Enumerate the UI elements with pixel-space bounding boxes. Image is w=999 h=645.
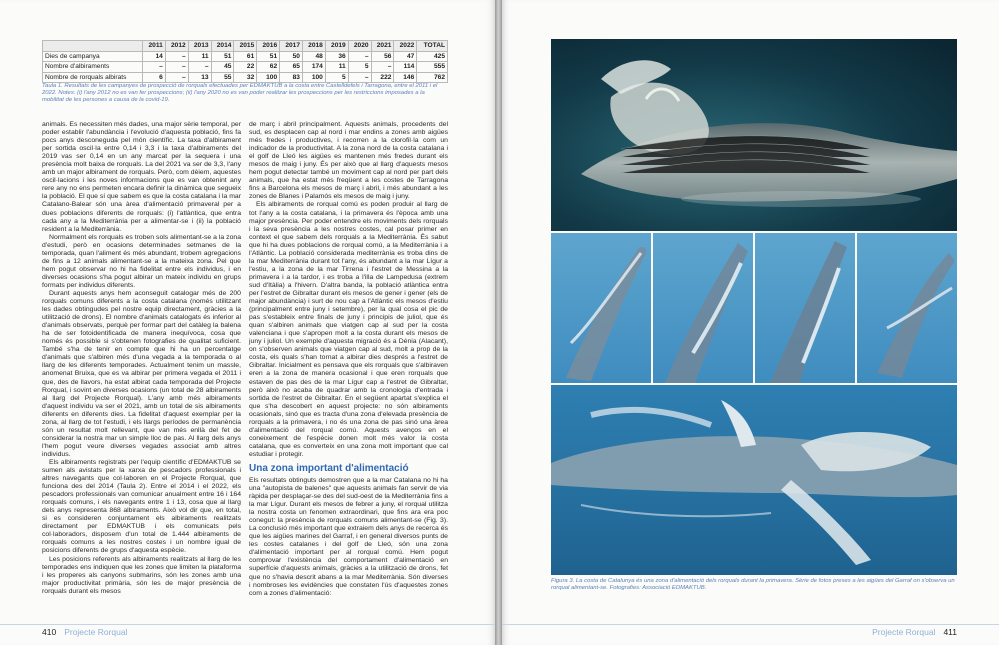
table-cell: 5 bbox=[348, 62, 371, 73]
table-cell: 48 bbox=[302, 51, 325, 62]
whale-splash-image bbox=[551, 385, 957, 575]
whale-lunge-image bbox=[551, 39, 957, 231]
paragraph: Durant aquests anys hem aconseguit catalogar més de 200 rorquals comuns diferents a la costa catalana (només utilitzant les dades obtingudes pel nostre equip directament, gràcies a la utilització de drons). El nombre d'animals catalogats és inferior al d'animals observats, perquè per formar part del catàleg la balena ha de ser fotoidentificada de manera inequívoca, cosa que només és possible si s'obtenen fotografies de qualitat suficient. També s'ha de tenir en compte que hi ha un percentatge d'animals que s'albiren més d'una vegada a la temporada o al llarg de les diferents temporades. Actualment tenim un massle, anomenat Bruixa, que es va albirar per primera vegada el 2011 i que, des de llavors, ha estat albirat cada temporada del Projecte Rorqual, i sovint en diverses ocasions (un total de 28 albiraments al llarg del Projecte Rorqual). L'any amb més albiraments d'aquest individu va ser el 2021, amb un total de sis albiraments diferents en diferents dies. La fidelitat d'aquest exemplar per la zona, al llarg de tot l'estudi, i els llargs períodes de permanència són un resultat molt rellevant, que van més enllà del fet de considerar la nostra mar un simple lloc de pas. Al llarg dels anys l'hem pogut veure diverses vegades associat amb altres individus. bbox=[42, 289, 241, 458]
table-header-cell: 2012 bbox=[165, 41, 188, 52]
running-title: Projecte Rorqual bbox=[872, 627, 936, 637]
whale-frame-3-image bbox=[755, 233, 855, 383]
table-cell: 65 bbox=[280, 62, 303, 73]
sequence-frame-4 bbox=[857, 233, 957, 383]
text-column-1 bbox=[42, 121, 241, 596]
footer-right bbox=[864, 627, 957, 637]
table-cell: – bbox=[188, 62, 211, 73]
paragraph: de març i abril principalment. Aquests animals, procedents del sud, es desplacen cap al nord i mar endins a zones amb aigües més fredes i productives, i recorren a la clorofil·la com un indicador de la productivitat. A la zona nord de la costa catalana i el golf de Lleó les aigües es mantenen més fredes durant els mesos de maig i juny. És per això que al llarg d'aquests mesos hem pogut detectar també un moviment cap al nord per part dels animals, que ha estat més freqüent a les costes de Tarragona fins a Barcelona els mesos de març i abril, i més abundant a les zones de Blanes i Palamós els mesos de maig i juny. bbox=[249, 121, 448, 201]
sequence-frame-2 bbox=[653, 233, 753, 383]
table-row bbox=[43, 62, 448, 73]
table-row bbox=[43, 51, 448, 62]
table-cell: 11 bbox=[325, 62, 348, 73]
table-header-cell: 2020 bbox=[348, 41, 371, 52]
table-cell: 56 bbox=[371, 51, 394, 62]
table-cell: 11 bbox=[188, 51, 211, 62]
footer-left bbox=[42, 627, 136, 637]
table-cell: 51 bbox=[257, 51, 280, 62]
left-page bbox=[0, 0, 495, 645]
table-corner-cell bbox=[43, 41, 143, 52]
table-cell: 100 bbox=[257, 72, 280, 83]
whale-photo-top bbox=[551, 39, 957, 231]
table-cell: 146 bbox=[394, 72, 417, 83]
table-cell: 222 bbox=[371, 72, 394, 83]
sequence-frame-1 bbox=[551, 233, 651, 383]
table-cell: – bbox=[348, 51, 371, 62]
table-cell: 13 bbox=[188, 72, 211, 83]
table-cell: 114 bbox=[394, 62, 417, 73]
table-cell: – bbox=[165, 72, 188, 83]
table-cell: 45 bbox=[211, 62, 234, 73]
whale-frame-1-image bbox=[551, 233, 651, 383]
table-cell: 83 bbox=[280, 72, 303, 83]
table-cell: 36 bbox=[325, 51, 348, 62]
figure-caption: Figura 3. La costa de Catalunya és una zona d'alimentació dels rorquals durant la primavera. Sèrie de fotos preses a les aigües del Garraf on s'observa un rorqual alimentant-se. Fotografies: Associació EDMAKTUB. bbox=[551, 578, 955, 592]
paragraph: animals. Es necessiten més dades, una major sèrie temporal, per poder establir l'abundància i l'evolució d'aquesta població, fins fa pocs anys desconeguda pel món científic. La taxa d'albirament per sortida oscil·la entre 0,14 i 3,3 i la taxa d'albiraments del 2019 vas ser 0,14 en un any marcat per la sequera i una presència molt baixa de rorquals. La del 2021 va ser de 3,3, l'any amb un major albirament de rorquals. Però, com dèiem, aquestes oscil·lacions i les noves informacions que es van obtenint any rere any no ens permeten encara definir la dinàmica que segueix la població. El que sí que sabem es que la costa catalana i la mar Catalano-Balear són una àrea d'alimentació primaveral per a dues poblacions diferents de rorquals: (i) l'atlàntica, que entra cada any a la Mediterrània per a alimentar-se i (ii) la població resident a la Mediterrània. bbox=[42, 121, 241, 233]
paragraph: Els resultats obtinguts demostren que a la mar Catalana no hi ha una "autopista de balenes" que aquests animals fan servir de via ràpida per desplaçar-se des del sud-oest de la Mediterrània fins a la mar Lígur. Durant els mesos de febrer a juny, el rorqual utilitza la nostra costa un fenomen extraordinari, que fins ara era poc conegut: la presència de rorquals comuns alimentant-se (Fig. 3). La conclusió més important que extraiem dels anys de recerca és que les aigües marines del Garraf, i en general diversos punts de les costes catalanes i del golf de Lleó, són una zona d'alimentació important per al rorqual comú. Hem pogut comprovar l'existència del comportament d'alimentació en superfície d'aquests animals, gràcies a la utilització de drons, fet que no s'havia descrit abans a la mar Mediterrània. Són diverses i nombroses les evidències que constaten l'ús d'aquestes zones com a zones d'alimentació: bbox=[249, 476, 448, 597]
table-cell: 50 bbox=[280, 51, 303, 62]
page-number: 410 bbox=[42, 627, 57, 637]
table-header-cell: 2022 bbox=[394, 41, 417, 52]
table-header-cell: 2011 bbox=[143, 41, 165, 52]
table-cell: 5 bbox=[325, 72, 348, 83]
table-cell: – bbox=[371, 62, 394, 73]
table-header-cell: 2018 bbox=[302, 41, 325, 52]
table-header-cell: 2016 bbox=[257, 41, 280, 52]
table-row-label: Nombre de rorquals albirats bbox=[43, 72, 143, 83]
table-cell: 55 bbox=[211, 72, 234, 83]
table-row-label: Nombre d'albiraments bbox=[43, 62, 143, 73]
table-cell: 555 bbox=[417, 62, 448, 73]
table-header-cell: 2014 bbox=[211, 41, 234, 52]
whale-photo-bottom bbox=[551, 385, 957, 575]
table-cell: 62 bbox=[257, 62, 280, 73]
table-row bbox=[43, 72, 448, 83]
table-cell: 762 bbox=[417, 72, 448, 83]
table-header-cell: 2021 bbox=[371, 41, 394, 52]
table-cell: – bbox=[143, 62, 165, 73]
right-page bbox=[502, 0, 999, 645]
paragraph: Normalment els rorquals es troben sols alimentant-se a la zona d'estudi, però en ocasions determinades setmanes de la temporada, quan l'aliment és més abundant, trobem agregacions de fins a 12 animals alimentant-se a la mateixa zona. Pel que hem pogut observar no hi ha fidelitat entre els individus, i en diverses ocasions s'ha pogut albirar un mateix individu en grups formats per individus diferents. bbox=[42, 233, 241, 289]
running-title: Projecte Rorqual bbox=[64, 627, 128, 637]
table-header-cell: 2013 bbox=[188, 41, 211, 52]
section-heading: Una zona important d'alimentació bbox=[249, 462, 409, 474]
book-gutter bbox=[495, 0, 502, 645]
table-cell: – bbox=[348, 72, 371, 83]
sequence-frame-3 bbox=[755, 233, 855, 383]
table-header-cell: 2019 bbox=[325, 41, 348, 52]
table-cell: 51 bbox=[211, 51, 234, 62]
table-cell: 61 bbox=[234, 51, 257, 62]
table-header-cell: TOTAL bbox=[417, 41, 448, 52]
table-cell: 47 bbox=[394, 51, 417, 62]
data-table bbox=[42, 40, 448, 83]
table-cell: 174 bbox=[302, 62, 325, 73]
table-cell: – bbox=[165, 62, 188, 73]
table-cell: 22 bbox=[234, 62, 257, 73]
table-header-cell: 2015 bbox=[234, 41, 257, 52]
table-cell: 425 bbox=[417, 51, 448, 62]
table-header-cell: 2017 bbox=[280, 41, 303, 52]
paragraph: Els albiraments registrats per l'equip científic d'EDMAKTUB se sumen als avistats per la xarxa de pescadors professionals i altres navegants que col·laboren en el Projecte Rorqual, que funciona des del 2014 (Taula 2). Entre el 2014 i el 2022, els pescadors professionals van comunicar anualment entre 16 i 164 rorquals comuns, i els navegants entre 1 i 13, cosa que al llarg dels anys representa 868 albiraments. Això vol dir que, en total, si es consideren conjuntament els albiraments realitzats directament per EDMAKTUB i els comunicats pels col·laboradors, disposem d'un total de 1.444 albiraments de rorquals comuns a les nostres costes i un nombre igual de posicions diferents de grups d'aquesta espècie. bbox=[42, 458, 241, 555]
table-cell: 14 bbox=[143, 51, 165, 62]
paragraph: Els albiraments de rorqual comú es poden produir al llarg de tot l'any a la costa catalana, i la primavera és l'època amb una major presència. Per poder entendre els moviments dels rorquals i la seva presència a les nostres costes, cal posar primer en context el que sabem dels rorquals a la Mediterrània. És sabut que hi ha dues poblacions de rorqual comú, a la Mediterrània i a l'Atlàntic. La població considerada mediterrània es troba dins de la mar Mediterrània durant tot l'any, és abundant a la mar Lígur a l'estiu, a la zona de la mar Tirrena i l'estret de Messina a la primavera i a la tardor, i es troba a l'illa de Lampedusa (extrem sud d'Itàlia) a l'hivern. D'altra banda, la població atlàntica entra per l'estret de Gibraltar durant els mesos de gener i gener (els de major abundància) i surt de nou cap a l'Atlàntic els mesos d'estiu (principalment entre juny i setembre), per la qual cosa el pic de pas s'estableix entre finals de juny i principis de juliol, que és quan s'albiren animals que viatgen cap al sud per la costa valenciana i que s'apropen molt a la costa durant els mesos de juny i juliol. Un exemple d'aquesta migració és a Dénia (Alacant), on s'observen animals que viatgen cap al sud, molt a prop de la costa, els quals s'han tornat a albirar dies després a l'estret de Gibraltar. Inicialment es pensava que els rorquals que s'albiraven eren a la zona de manera ocasional i que eren rorquals que estaven de pas des de la mar Lígur cap a l'estret de Gibraltar, però això no acaba de quadrar amb la cronologia d'entrada i sortida de l'estret de Gibraltar. En el següent apartat s'explica el que s'ha descobert en aquest projecte: no són albiraments ocasionals, sinó que es tracta d'una zona d'elevada presència de rorquals a la primavera, i no és una zona de pas sinó una àrea d'alimentació del rorqual comú. Aquests avenços en el coneixement de l'espècie donen molt més valor la costa catalana, que es converteix en una zona molt important que cal estudiar i protegir. bbox=[249, 201, 448, 458]
table-cell: 6 bbox=[143, 72, 165, 83]
table-row-label: Dies de campanya bbox=[43, 51, 143, 62]
table-cell: – bbox=[165, 51, 188, 62]
page-number: 411 bbox=[943, 627, 957, 637]
table-header-row bbox=[43, 41, 448, 52]
whale-frame-4-image bbox=[857, 233, 957, 383]
whale-photo-sequence bbox=[551, 233, 957, 383]
table-cell: 32 bbox=[234, 72, 257, 83]
table-caption: Taula 1. Resultats de les campanyes de prospecció de rorquals efectuades per EDMAKTUB a la costa entre Castelldefels i Tarragona, entre el 2011 i el 2022. Notes: (i) l'any 2012 no es van fer prospeccions; (ii) l'any 2020 no es van poder realitzar les prospeccions per les restriccions imposades a la mobilitat de les persones a causa de la covid-19. bbox=[42, 83, 438, 104]
table-body bbox=[43, 51, 448, 83]
paragraph: Les posicions referents als albiraments realitzats al llarg de les temporades ens indiquen que les zones que limiten la plataforma i les properes als canyons submarins, són les zones amb una major productivitat primària, són les de major presència de rorquals durant els mesos bbox=[42, 555, 241, 595]
text-column-2 bbox=[249, 121, 448, 598]
table-cell: 100 bbox=[302, 72, 325, 83]
whale-frame-2-image bbox=[653, 233, 753, 383]
